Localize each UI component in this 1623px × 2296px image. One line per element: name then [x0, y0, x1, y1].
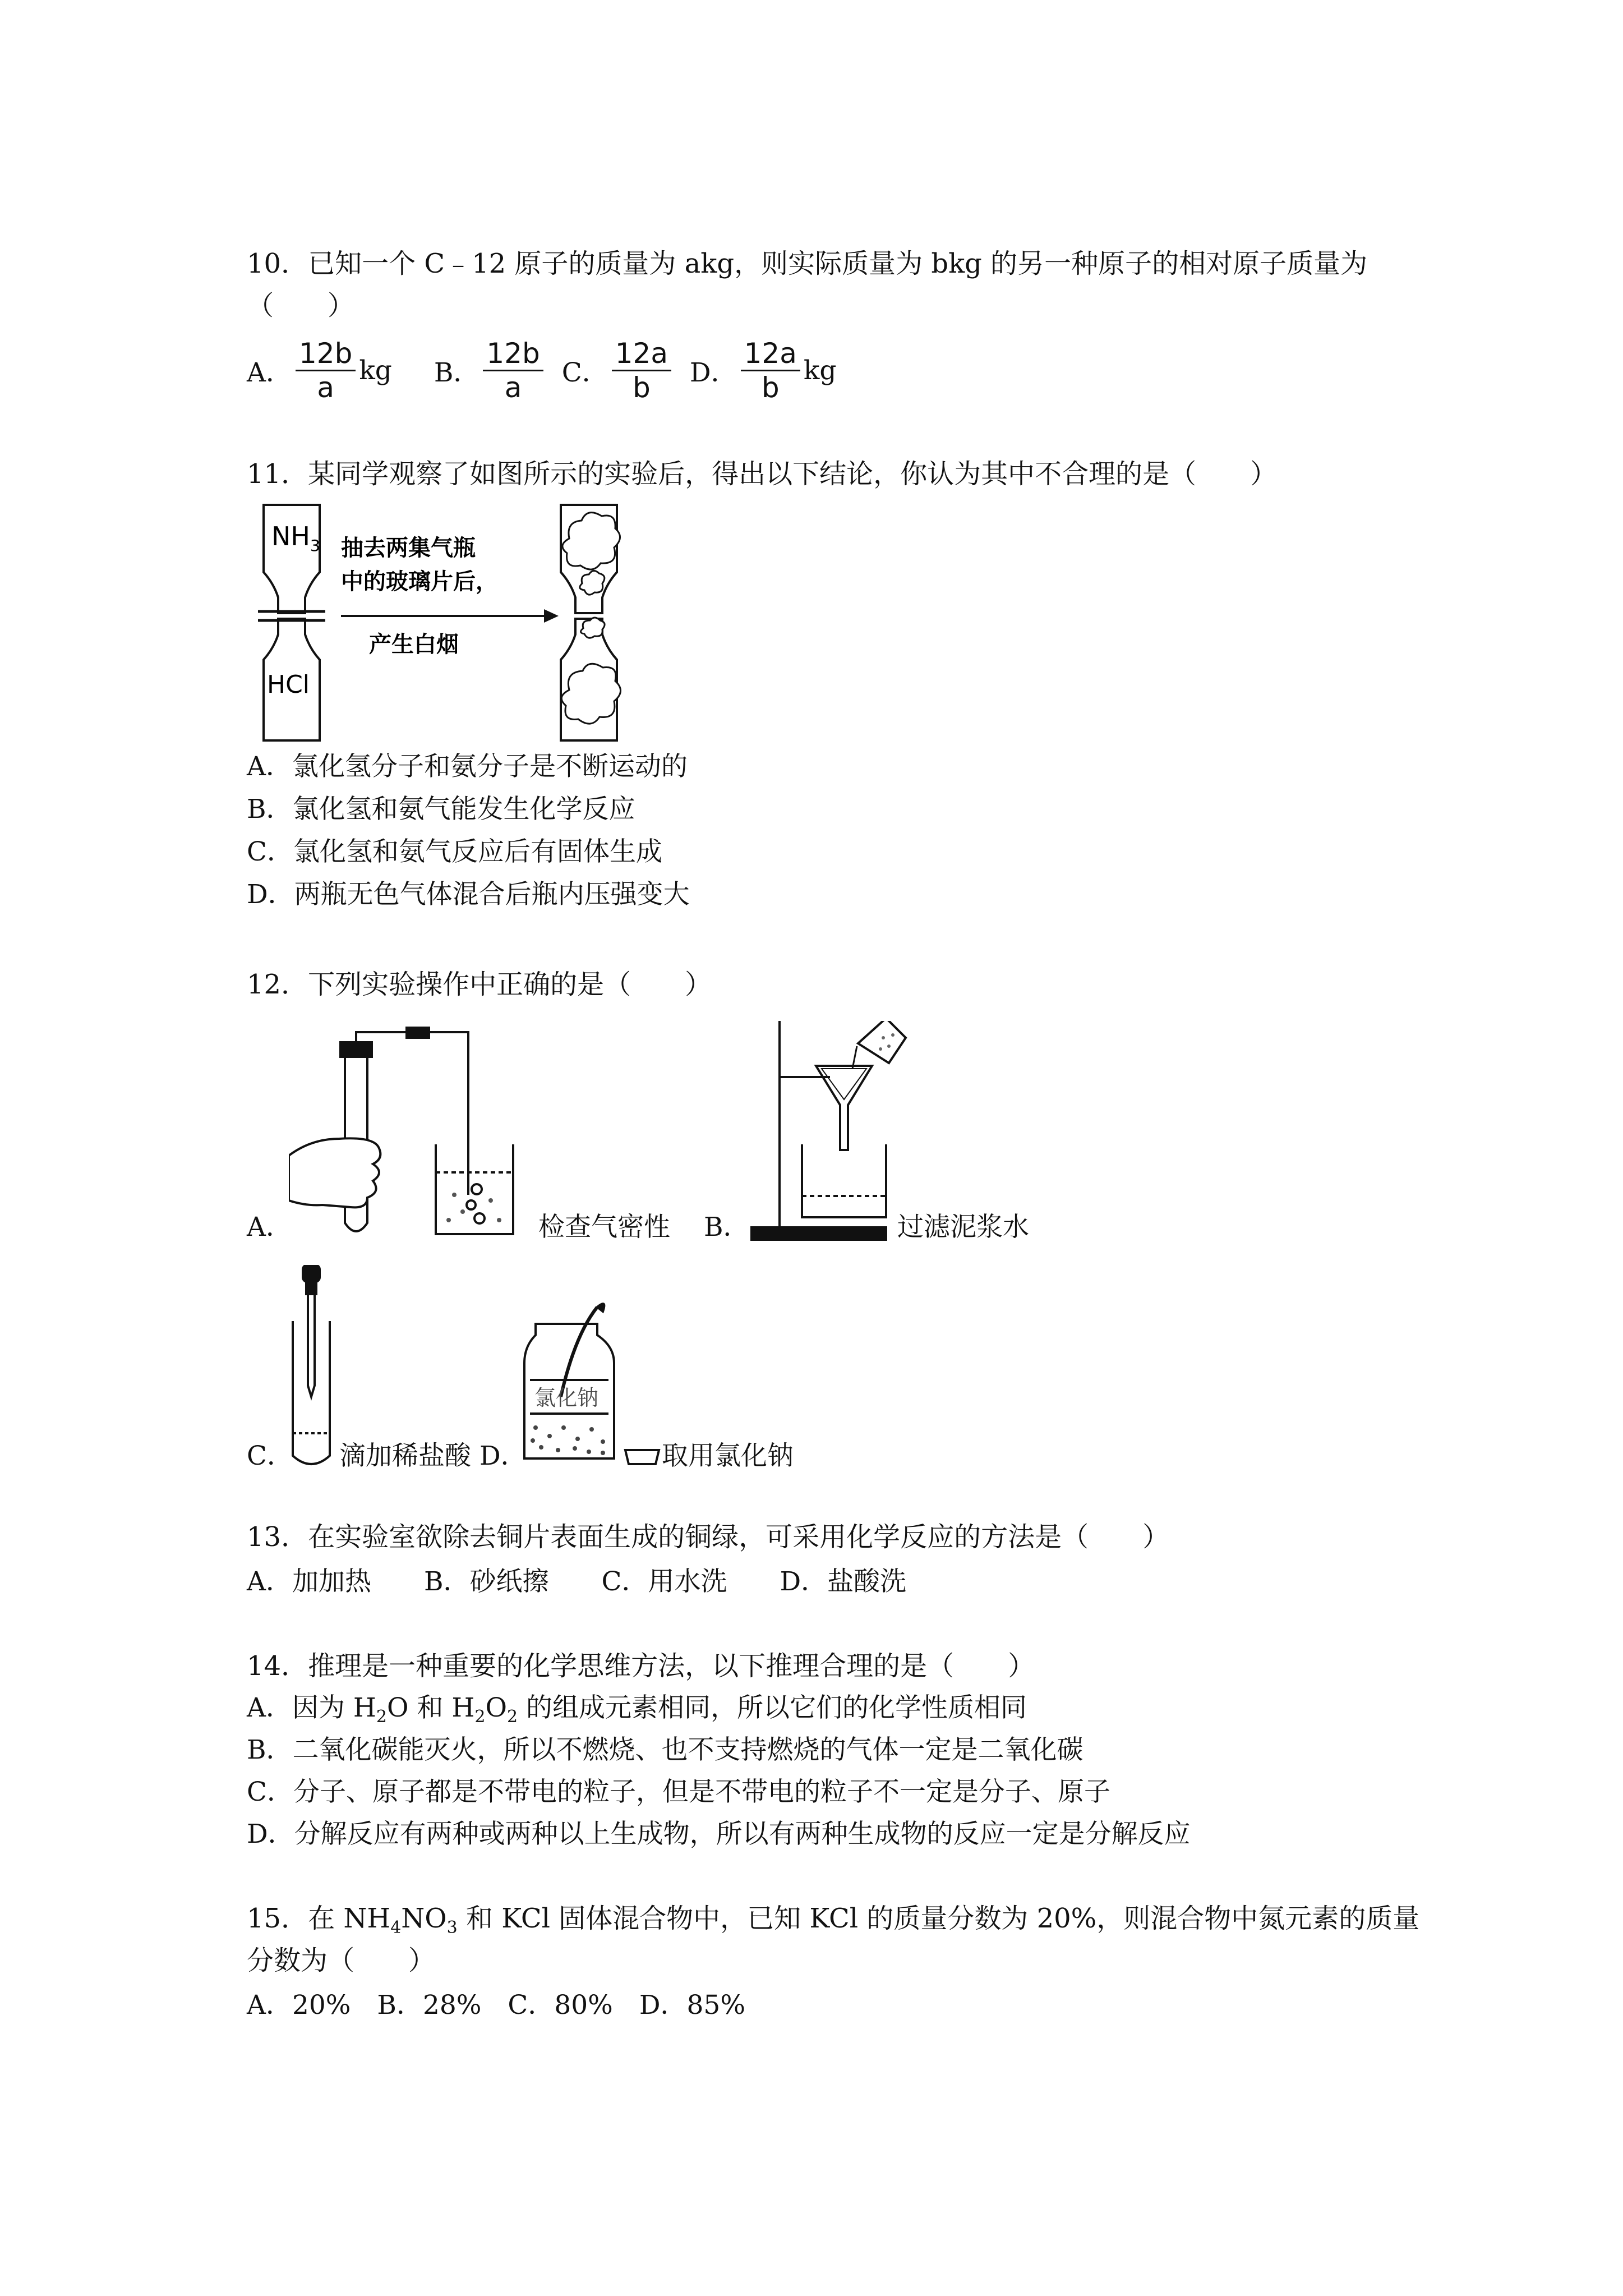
q14-option-b[interactable]: B．二氧化碳能灭火，所以不燃烧、也不支持燃烧的气体一定是二氧化碳	[247, 1734, 1083, 1765]
q10-option-d-label: D．	[689, 357, 737, 388]
q12-option-d-caption: 取用氯化钠	[662, 1441, 794, 1471]
q11-gas-jar-figure	[247, 499, 639, 746]
q10-option-b-denominator: a	[504, 371, 522, 404]
q11-stem: 11．某同学观察了如图所示的实验后，得出以下结论，你认为其中不合理的是（ ）	[247, 458, 1278, 490]
q15-stem-cont: 分数为（ ）	[247, 1945, 436, 1976]
q12-option-d-label[interactable]: D．	[479, 1441, 527, 1471]
q10-option-b-numerator: 12b	[483, 337, 543, 371]
q14-option-a[interactable]: A．因为 $H_2O$ 和 $H_2O_2$ 的组成元素相同，所以它们的化学性质相同	[247, 1692, 1027, 1727]
hand-icon	[289, 1138, 380, 1207]
test-tube	[293, 1321, 330, 1464]
q12-option-b-label[interactable]: B．	[704, 1212, 750, 1243]
q12-option-d-reagent-jar-figure	[519, 1301, 665, 1473]
pouring-beaker	[858, 1021, 906, 1063]
q10-paren: （ ）	[247, 290, 355, 321]
jar-label-text: 氯化钠	[534, 1386, 599, 1410]
dropper-neck	[306, 1282, 316, 1294]
iron-stand-base	[751, 1227, 886, 1240]
q10-options	[247, 328, 836, 412]
q13-options[interactable]: A．加加热 B．砂纸擦 C．用水洗 D．盐酸洗	[247, 1566, 907, 1597]
q10-option-d-unit: kg	[803, 355, 837, 386]
q10-option-d-fraction	[741, 337, 800, 404]
arrow-text-2: 中的玻璃片后，	[341, 569, 498, 595]
arrow-text-1: 抽去两集气瓶	[341, 535, 476, 561]
q10-option-a-numerator: 12b	[296, 337, 356, 371]
q10-option-a-denominator: a	[317, 371, 334, 404]
q11-option-d[interactable]: D．两瓶无色气体混合后瓶内压强变大	[247, 879, 690, 910]
q14-option-c[interactable]: C．分子、原子都是不带电的粒子，但是不带电的粒子不一定是分子、原子	[247, 1777, 1110, 1807]
q15-stem: 15．在 $NH_4NO_3$ 和 KCl 固体混合物中，已知 KCl 的质量分数为 20%，则混合物中氮元素的质量	[247, 1903, 1420, 1938]
q12-stem: 12．下列实验操作中正确的是（ ）	[247, 969, 712, 1000]
q12-option-a-label[interactable]: A．	[247, 1212, 292, 1243]
q12-option-c-dropper-figure	[286, 1265, 336, 1473]
q13-stem: 13．在实验室欲除去铜片表面生成的铜绿，可采用化学反应的方法是（ ）	[247, 1521, 1170, 1553]
q10-option-c-numerator: 12a	[612, 337, 671, 371]
q10-option-d-denominator: b	[761, 371, 780, 404]
beaker	[802, 1144, 886, 1217]
q10-option-a-label: A．	[247, 357, 292, 388]
q10-option-c[interactable]	[562, 328, 675, 412]
q12-option-a-airtightness-figure	[289, 1027, 536, 1245]
dropper-bulb	[303, 1265, 320, 1282]
top-gas-label: $NH_3$	[271, 521, 320, 555]
bubble-3	[474, 1213, 485, 1223]
q11-option-c[interactable]: C．氯化氢和氨气反应后有固体生成	[247, 836, 662, 867]
q10-option-d[interactable]	[690, 328, 837, 412]
q10-option-c-fraction	[612, 337, 671, 404]
spoon-handle	[561, 1307, 597, 1397]
q10-option-a-unit: kg	[359, 355, 392, 386]
q10-stem: 10．已知一个 C﹣12 原子的质量为 akg，则实际质量为 bkg 的另一种原子的相对原子质量为	[247, 248, 1368, 279]
q10-option-b[interactable]	[434, 328, 547, 412]
q12-option-b-filtration-figure	[746, 1021, 914, 1245]
spoon-head	[597, 1304, 604, 1312]
q10-option-d-numerator: 12a	[741, 337, 800, 371]
funnel	[816, 1066, 872, 1150]
q12-option-c-label[interactable]: C．	[247, 1441, 293, 1471]
q11-option-b[interactable]: B．氯化氢和氨气能发生化学反应	[247, 794, 635, 825]
q10-option-c-denominator: b	[632, 371, 651, 404]
q10-option-b-fraction	[483, 337, 543, 404]
bubble-1	[472, 1184, 482, 1194]
q12-option-c-caption: 滴加稀盐酸	[339, 1441, 471, 1471]
salt-granules	[531, 1425, 605, 1455]
q10-option-a[interactable]	[247, 328, 392, 412]
q10-option-b-label: B．	[434, 357, 480, 388]
q14-option-d[interactable]: D．分解反应有两种或两种以上生成物，所以有两种生成物的反应一定是分解反应	[247, 1819, 1191, 1849]
q15-options[interactable]: A．20% B．28% C．80% D．85%	[247, 1990, 745, 2021]
weighing-dish	[625, 1450, 659, 1464]
bottom-gas-label: HCl	[267, 670, 310, 699]
q10-option-a-fraction	[296, 337, 356, 404]
q12-option-b-caption: 过滤泥浆水	[897, 1212, 1029, 1243]
rubber-connector	[407, 1027, 429, 1038]
bubble-2	[467, 1200, 476, 1209]
arrow-text-3: 产生白烟	[369, 632, 459, 657]
q11-option-a[interactable]: A．氯化氢分子和氨分子是不断运动的	[247, 751, 688, 782]
rubber-stopper	[340, 1042, 372, 1057]
q14-stem: 14．推理是一种重要的化学思维方法，以下推理合理的是（ ）	[247, 1650, 1035, 1682]
q10-option-c-label: C．	[561, 357, 608, 388]
q12-option-a-caption: 检查气密性	[538, 1212, 670, 1243]
dropper-tube	[308, 1294, 315, 1397]
arrow-head-icon	[544, 609, 559, 623]
